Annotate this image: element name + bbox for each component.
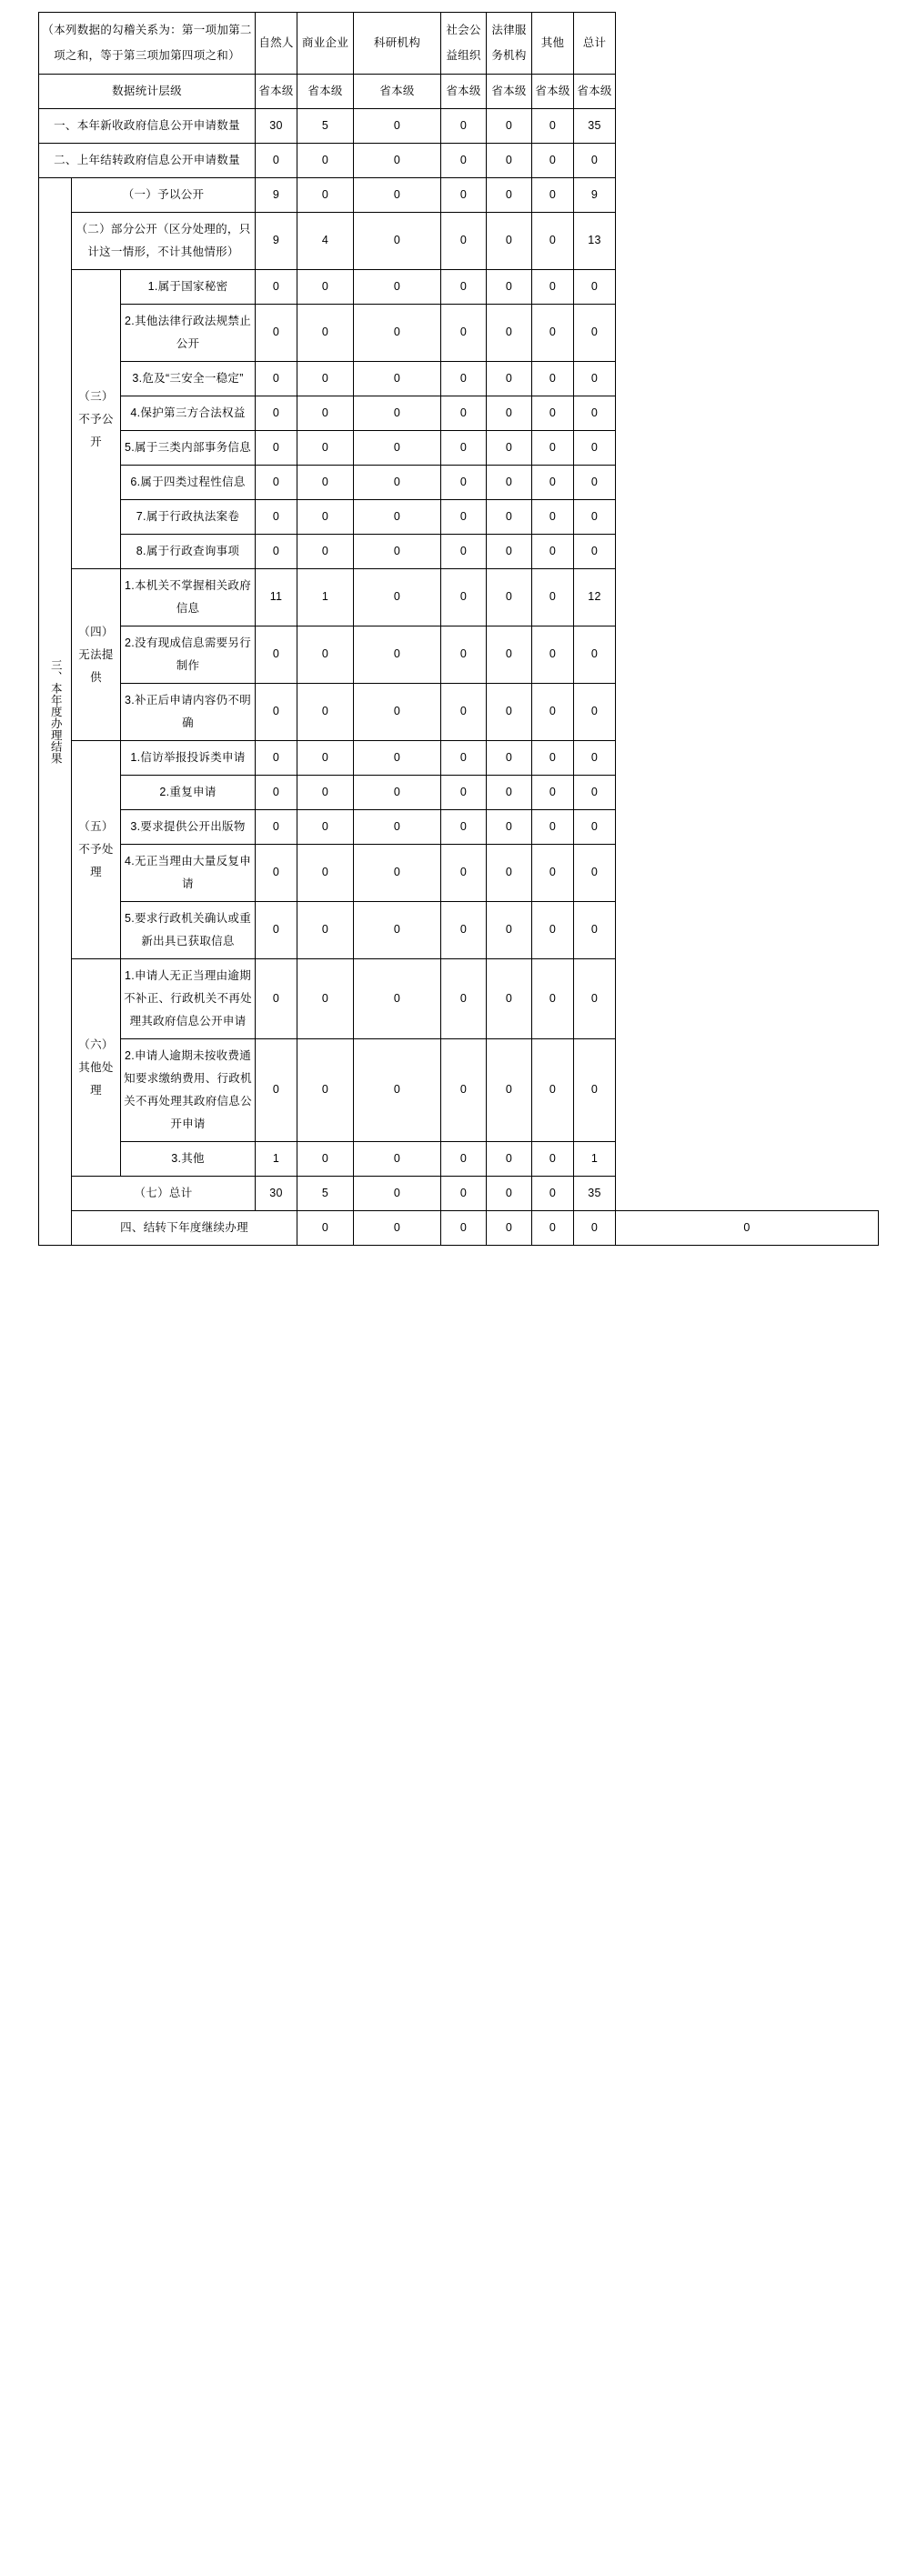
row-label-law-forbidden: 2.其他法律行政法规禁止公开 [121,305,256,362]
cell-value: 0 [574,810,616,845]
cell-value: 0 [297,959,354,1039]
table-row [39,109,879,144]
row-label-duplicate-request: 2.重复申请 [121,776,256,810]
cell-value: 1 [297,569,354,626]
cell-value: 0 [441,626,487,684]
cell-value: 0 [487,684,532,741]
cell-value: 0 [354,959,441,1039]
row-label-repeated-no-reason: 4.无正当理由大量反复申请 [121,845,256,902]
cell-value: 0 [354,776,441,810]
table-row [39,741,879,776]
cell-value: 0 [487,109,532,144]
cell-value: 0 [574,362,616,396]
cell-value: 0 [297,144,354,178]
cell-value: 0 [532,178,574,213]
cell-value: 0 [487,500,532,535]
cell-value: 0 [532,1177,574,1211]
table-row [39,144,879,178]
row-label-process-info: 6.属于四类过程性信息 [121,466,256,500]
level-label: 数据统计层级 [39,75,256,109]
cell-value: 0 [487,466,532,500]
cell-value: 35 [574,109,616,144]
group-label-not-public: （三）不予公开 [72,270,121,569]
column-header-natural: 自然人 [256,13,297,75]
cell-value: 0 [256,270,297,305]
cell-value: 0 [574,535,616,569]
cell-value: 0 [256,305,297,362]
cell-value: 0 [532,144,574,178]
cell-value: 0 [441,684,487,741]
cell-value: 0 [574,959,616,1039]
cell-value: 0 [354,902,441,959]
cell-value: 0 [441,845,487,902]
row-label-petition-complaint: 1.信访举报投诉类申请 [121,741,256,776]
cell-value: 0 [354,569,441,626]
cell-value: 0 [532,1211,574,1246]
cell-value: 0 [354,500,441,535]
cell-value: 0 [297,535,354,569]
cell-value: 0 [354,684,441,741]
table-row [39,535,879,569]
level-value-research: 省本级 [354,75,441,109]
table-row [39,396,879,431]
cell-value: 0 [297,305,354,362]
cell-value: 0 [487,213,532,270]
cell-value: 0 [297,776,354,810]
cell-value: 0 [354,213,441,270]
cell-value: 0 [256,845,297,902]
level-value-social: 省本级 [441,75,487,109]
cell-value: 1 [256,1142,297,1177]
cell-value: 0 [574,684,616,741]
cell-value: 0 [354,109,441,144]
cell-value: 0 [256,902,297,959]
level-value-natural: 省本级 [256,75,297,109]
cell-value: 0 [574,776,616,810]
cell-value: 0 [256,144,297,178]
table-row [39,270,879,305]
cell-value: 0 [354,810,441,845]
cell-value: 0 [354,1142,441,1177]
cell-value: 0 [532,1142,574,1177]
table-row [39,431,879,466]
cell-value: 0 [354,845,441,902]
row-label-reissue-confirm: 5.要求行政机关确认或重新出具已获取信息 [121,902,256,959]
table-row [39,626,879,684]
cell-value: 0 [354,362,441,396]
column-header-business: 商业企业 [297,13,354,75]
cell-value: 0 [532,902,574,959]
cell-value: 0 [297,466,354,500]
cell-value: 0 [354,626,441,684]
cell-value: 0 [441,535,487,569]
cell-value: 0 [354,144,441,178]
cell-value: 0 [297,741,354,776]
table-row [39,305,879,362]
column-header-total: 总计 [574,13,616,75]
cell-value: 0 [256,362,297,396]
cell-value: 0 [297,362,354,396]
row-label-published-materials: 3.要求提供公开出版物 [121,810,256,845]
cell-value: 0 [574,466,616,500]
cell-value: 0 [441,305,487,362]
cell-value: 0 [574,1039,616,1142]
cell-value: 0 [574,396,616,431]
table-row [39,213,879,270]
cell-value: 0 [532,109,574,144]
cell-value: 0 [532,1039,574,1142]
level-value-legal: 省本级 [487,75,532,109]
cell-value: 0 [297,396,354,431]
table-row [39,1039,879,1142]
cell-value: 35 [574,1177,616,1211]
cell-value: 0 [441,270,487,305]
cell-value: 0 [487,741,532,776]
cell-value: 30 [256,109,297,144]
cell-value: 0 [256,776,297,810]
cell-value: 0 [487,362,532,396]
cell-value: 0 [616,1211,879,1246]
cell-value: 0 [532,684,574,741]
cell-value: 1 [574,1142,616,1177]
cell-value: 12 [574,569,616,626]
row-label-subtotal: （七）总计 [72,1177,256,1211]
cell-value: 0 [487,902,532,959]
cell-value: 0 [487,431,532,466]
table-row [39,466,879,500]
cell-value: 0 [532,466,574,500]
table-row [39,178,879,213]
cell-value: 0 [441,810,487,845]
cell-value: 0 [487,178,532,213]
group-label-cannot-provide: （四）无法提供 [72,569,121,741]
cell-value: 0 [487,1177,532,1211]
cell-value: 0 [574,144,616,178]
cell-value: 0 [297,270,354,305]
cell-value: 0 [297,845,354,902]
row-label-enforcement-file: 7.属于行政执法案卷 [121,500,256,535]
cell-value: 0 [441,178,487,213]
cell-value: 0 [487,535,532,569]
row-label-state-secret: 1.属于国家秘密 [121,270,256,305]
cell-value: 0 [532,741,574,776]
cell-value: 0 [297,626,354,684]
cell-value: 0 [574,845,616,902]
cell-value: 0 [532,810,574,845]
cell-value: 0 [487,1211,532,1246]
cell-value: 4 [297,213,354,270]
cell-value: 0 [297,1142,354,1177]
cell-value: 0 [441,109,487,144]
cell-value: 0 [441,1211,487,1246]
table-row [39,1177,879,1211]
cell-value: 0 [441,1177,487,1211]
cell-value: 0 [297,902,354,959]
row-label-needs-creation: 2.没有现成信息需要另行制作 [121,626,256,684]
row-label-other: 3.其他 [121,1142,256,1177]
cell-value: 0 [354,305,441,362]
row-label-carry-forward: 四、结转下年度继续办理 [72,1211,297,1246]
table-row [39,959,879,1039]
cell-value: 0 [441,1039,487,1142]
table-row [39,845,879,902]
cell-value: 9 [574,178,616,213]
cell-value: 0 [256,741,297,776]
cell-value: 0 [487,396,532,431]
group-label-no-handle: （五）不予处理 [72,741,121,959]
cell-value: 0 [354,1039,441,1142]
row-label-disclosed: （一）予以公开 [72,178,256,213]
table-header-row [39,13,879,75]
cell-value: 0 [354,1211,441,1246]
cell-value: 9 [256,178,297,213]
cell-value: 0 [297,178,354,213]
cell-value: 0 [532,569,574,626]
cell-value: 0 [532,431,574,466]
cell-value: 5 [297,109,354,144]
cell-value: 0 [256,535,297,569]
row-label-overdue-no-payment: 2.申请人逾期未按收费通知要求缴纳费用、行政机关不再处理其政府信息公开申请 [121,1039,256,1142]
table-row [39,684,879,741]
cell-value: 30 [256,1177,297,1211]
cell-value: 0 [532,845,574,902]
cell-value: 0 [532,500,574,535]
cell-value: 0 [256,431,297,466]
cell-value: 0 [487,959,532,1039]
cell-value: 0 [354,270,441,305]
row-label-new-requests: 一、本年新收政府信息公开申请数量 [39,109,256,144]
cell-value: 0 [574,741,616,776]
cell-value: 0 [441,500,487,535]
table-row [39,1211,879,1246]
cell-value: 0 [256,959,297,1039]
cell-value: 0 [574,305,616,362]
gov-info-disclosure-table [38,12,879,1246]
cell-value: 5 [297,1177,354,1211]
cell-value: 13 [574,213,616,270]
row-label-admin-query: 8.属于行政查询事项 [121,535,256,569]
cell-value: 0 [297,1039,354,1142]
cell-value: 0 [532,959,574,1039]
row-label-third-party-rights: 4.保护第三方合法权益 [121,396,256,431]
cell-value: 0 [487,810,532,845]
cell-value: 0 [574,431,616,466]
row-label-overdue-no-correction: 1.申请人无正当理由逾期不补正、行政机关不再处理其政府信息公开申请 [121,959,256,1039]
cell-value: 0 [441,741,487,776]
cell-value: 0 [532,535,574,569]
cell-value: 0 [441,144,487,178]
row-label-carried-over: 二、上年结转政府信息公开申请数量 [39,144,256,178]
cell-value: 0 [354,431,441,466]
table-row [39,362,879,396]
cell-value: 0 [532,305,574,362]
group-label-year-result: 三、本年度办理结果 [39,178,72,1246]
cell-value: 0 [574,500,616,535]
group-label-other-handle: （六）其他处理 [72,959,121,1177]
cell-value: 0 [487,305,532,362]
table-row [39,810,879,845]
cell-value: 0 [441,396,487,431]
table-row [39,902,879,959]
cell-value: 0 [441,569,487,626]
column-header-research: 科研机构 [354,13,441,75]
cell-value: 0 [574,270,616,305]
level-value-other: 省本级 [532,75,574,109]
level-row [39,75,879,109]
table-row [39,500,879,535]
level-value-total: 省本级 [574,75,616,109]
cell-value: 0 [297,810,354,845]
row-label-three-safety: 3.危及“三安全一稳定” [121,362,256,396]
cell-value: 0 [487,270,532,305]
cell-value: 0 [256,626,297,684]
cell-value: 0 [532,626,574,684]
cell-value: 0 [532,396,574,431]
cell-value: 0 [574,1211,616,1246]
cell-value: 0 [441,776,487,810]
row-label-internal-affairs: 5.属于三类内部事务信息 [121,431,256,466]
cell-value: 0 [532,362,574,396]
column-header-social: 社会公益组织 [441,13,487,75]
cell-value: 0 [574,626,616,684]
cell-value: 9 [256,213,297,270]
cell-value: 0 [532,270,574,305]
cell-value: 0 [441,362,487,396]
cell-value: 0 [487,1142,532,1177]
cell-value: 0 [354,535,441,569]
cell-value: 0 [441,431,487,466]
cell-value: 0 [487,1039,532,1142]
cell-value: 0 [532,213,574,270]
cell-value: 0 [441,959,487,1039]
cell-value: 0 [354,396,441,431]
cell-value: 0 [487,144,532,178]
cell-value: 0 [487,626,532,684]
cell-value: 0 [297,684,354,741]
column-header-other: 其他 [532,13,574,75]
cell-value: 0 [441,902,487,959]
row-label-not-held: 1.本机关不掌握相关政府信息 [121,569,256,626]
cell-value: 0 [297,1211,354,1246]
column-header-legal: 法律服务机构 [487,13,532,75]
cell-value: 0 [256,684,297,741]
cell-value: 0 [441,466,487,500]
cell-value: 0 [256,810,297,845]
cell-value: 0 [354,1177,441,1211]
cell-value: 0 [354,178,441,213]
table-row [39,569,879,626]
cell-value: 0 [441,213,487,270]
row-label-partially-disclosed: （二）部分公开（区分处理的，只计这一情形，不计其他情形） [72,213,256,270]
cell-value: 0 [297,431,354,466]
cell-value: 0 [256,396,297,431]
cell-value: 0 [256,466,297,500]
cell-value: 0 [256,1039,297,1142]
table-row [39,776,879,810]
row-label-still-unclear: 3.补正后申请内容仍不明确 [121,684,256,741]
cell-value: 0 [354,741,441,776]
cell-value: 0 [487,569,532,626]
cell-value: 11 [256,569,297,626]
cell-value: 0 [297,500,354,535]
cell-value: 0 [487,776,532,810]
cell-value: 0 [574,902,616,959]
cell-value: 0 [532,776,574,810]
header-note: （本列数据的勾稽关系为：第一项加第二项之和，等于第三项加第四项之和） [39,13,256,75]
table-row [39,1142,879,1177]
cell-value: 0 [487,845,532,902]
cell-value: 0 [441,1142,487,1177]
level-value-business: 省本级 [297,75,354,109]
cell-value: 0 [256,500,297,535]
cell-value: 0 [354,466,441,500]
